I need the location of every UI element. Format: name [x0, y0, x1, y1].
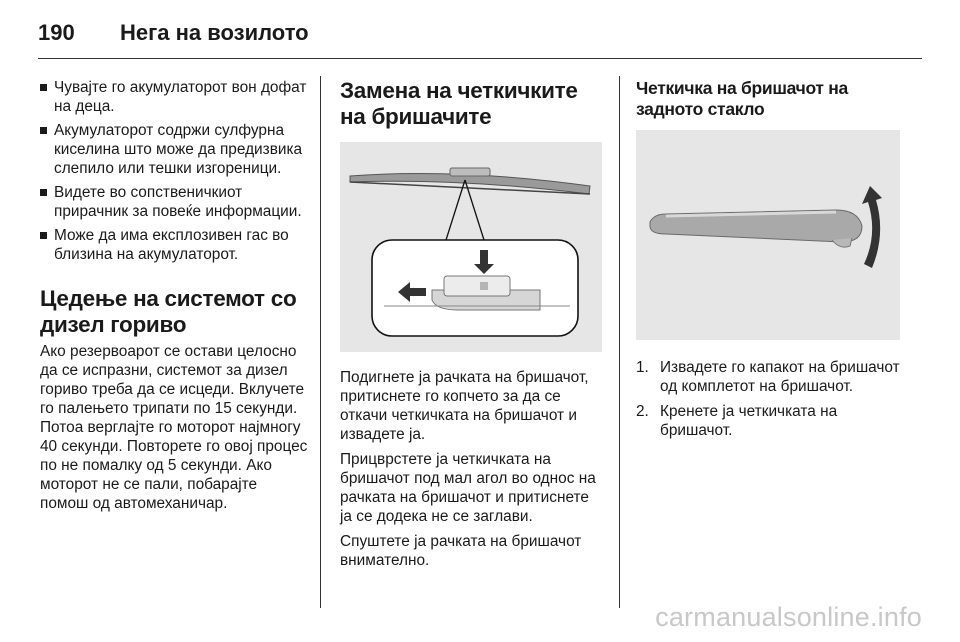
step-text: Извадете го капакот на бришачот од комплетот на бришачот. [660, 359, 900, 395]
column-right [636, 78, 906, 446]
step-number: 2. [636, 403, 649, 420]
section-heading-diesel: Цедење на системот со дизел гориво [40, 286, 297, 337]
column-middle [340, 78, 604, 570]
column-divider-1 [320, 76, 321, 608]
page-title: Нега на возилото [120, 20, 309, 45]
wiper-step-text-3: Спуштете ја рачката на бришачот внимателно. [340, 533, 582, 569]
step-text: Кренете ја четкичката на бришачот. [660, 403, 838, 439]
site-watermark: carmanualsonline.info [655, 602, 922, 632]
step-number: 1. [636, 359, 649, 376]
warning-list [40, 78, 308, 264]
column-left [40, 78, 308, 513]
wiper-blade-figure [340, 142, 602, 352]
rear-wiper-figure [636, 130, 900, 340]
page-header [38, 14, 922, 54]
rear-wiper-steps [636, 358, 906, 440]
list-item: Акумулаторот содржи сулфурна киселина што може да предизвика слепило или тешки изгореници. [40, 121, 308, 178]
list-item: Може да има експлозивен гас во близина на акумулаторот. [40, 226, 308, 264]
list-item: Чувајте го акумулаторот вон дофат на деца. [40, 78, 308, 116]
list-item [636, 402, 906, 440]
rear-wiper-arm-diagram-icon [636, 130, 900, 340]
list-item: Видете во сопственичкиот прирачник за повеќе информации. [40, 183, 308, 221]
wiper-blade-diagram-icon [340, 142, 602, 352]
section-heading-rear-wiper: Четкичка на бришачот на задното стакло [636, 78, 848, 119]
wiper-step-text-1: Подигнете ја рачката на бришачот, притиснете го копчето за да се откачи четкичката на бришачот и извадете ја. [340, 369, 589, 443]
section-heading-wiper: Замена на четкичките на бришачите [340, 78, 578, 129]
header-divider [38, 58, 922, 59]
wiper-step-text-2: Прицврстете ја четкичката на бришачот под мал агол во однос на рачката на бришачот и притиснете ја се додека не се заглави. [340, 451, 596, 525]
diesel-body-text: Ако резервоарот се остави целосно да се испразни, системот за дизел гориво треба да се исцеди. Вклучете го палењето трипати по 15 секунди. Потоа верглајте го моторот најмногу 40 секунди. Повторете го овој процес по не помалку од 5 секунди. Ако моторот не се пали, побарајте помош од автомеханичар. [40, 343, 308, 512]
column-divider-2 [619, 76, 620, 608]
list-item [636, 358, 906, 396]
page-number: 190 [38, 20, 75, 45]
